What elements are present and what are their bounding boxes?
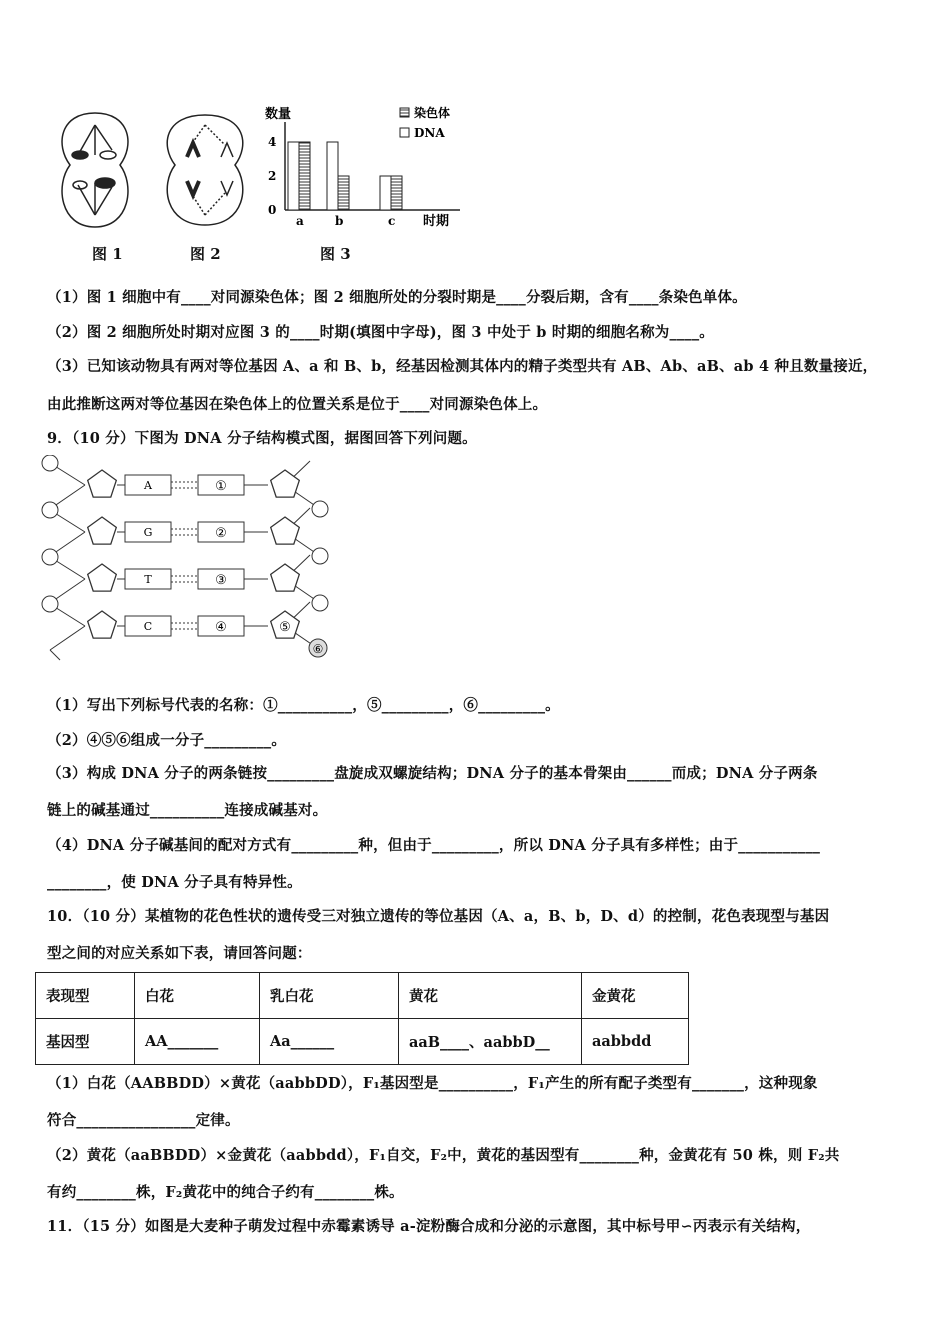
table-cell: aaB____、aabbD__	[399, 1019, 582, 1065]
phosphate-left	[42, 549, 58, 565]
cell-figure-2	[167, 115, 243, 225]
phosphate-left	[42, 596, 58, 612]
phosphate-right	[312, 501, 328, 517]
legend-swatch-chromosome	[400, 108, 409, 117]
bar-dna	[380, 176, 391, 210]
x-tick-label: c	[388, 214, 396, 228]
q10-part2-line1: （2）黄花（aaBBDD）×金黄花（aabbdd），F₁自交，F₂中，黄花的基因型有________种，金黄花有 50 株，则 F₂共	[47, 1147, 840, 1164]
phosphate-right	[312, 595, 328, 611]
figure-2-caption: 图 2	[190, 245, 221, 263]
q11-title: 11．（15 分）如图是大麦种子萌发过程中赤霉素诱导 a-淀粉酶合成和分泌的示意图，其中标号甲∽丙表示有关结构，	[47, 1218, 811, 1235]
base-right-label: ②	[215, 526, 227, 541]
q9-part4-line1: （4）DNA 分子碱基间的配对方式有_________种，但由于_________，所以 DNA 分子具有多样性；由于___________	[47, 837, 821, 854]
table-cell: 基因型	[36, 1019, 135, 1065]
x-tick-label: a	[296, 214, 304, 228]
y-tick-label: 4	[268, 135, 277, 149]
base-left-label: C	[143, 620, 153, 633]
x-axis-label: 时期	[423, 214, 450, 229]
base-left-label: T	[144, 573, 152, 586]
q9-part4-line2: ________，使 DNA 分子具有特异性。	[47, 874, 302, 891]
q9-part2: （2）④⑤⑥组成一分子_________。	[47, 732, 287, 749]
bar-dna	[327, 142, 338, 210]
deoxyribose-right	[271, 470, 300, 497]
table-cell: 表现型	[36, 973, 135, 1019]
base-right-label: ③	[215, 573, 227, 588]
y-tick-label: 2	[268, 169, 277, 183]
legend-dna: DNA	[414, 126, 445, 140]
deoxyribose-left	[88, 470, 117, 497]
q10-part1-line1: （1）白花（AABBDD）×黄花（aabbDD），F₁基因型是__________，F₁产生的所有配子类型有_______，这种现象	[47, 1075, 818, 1092]
deoxyribose-left	[88, 517, 117, 544]
q10-title-line2: 型之间的对应关系如下表，请回答问题：	[47, 945, 312, 962]
legend-chromosome: 染色体	[414, 106, 451, 120]
phosphate-left	[42, 502, 58, 518]
y-tick-label: 0	[268, 203, 277, 217]
base-left-label: G	[143, 526, 153, 539]
bar-chromosome	[299, 142, 310, 210]
base-right-label: ①	[215, 479, 227, 494]
table-row	[36, 1019, 689, 1065]
cell-figures	[50, 105, 260, 240]
label-5: ⑤	[279, 620, 291, 635]
bar-dna	[288, 142, 299, 210]
figure-1-caption: 图 1	[92, 245, 123, 263]
q8-part1: （1）图 1 细胞中有____对同源染色体；图 2 细胞所处的分裂时期是____分裂后期，含有____条染色单体。	[47, 289, 747, 306]
bar-chromosome	[391, 176, 402, 210]
deoxyribose-left	[88, 564, 117, 591]
deoxyribose-right	[271, 517, 300, 544]
dna-structure-diagram	[40, 455, 340, 665]
x-tick-label: b	[335, 214, 344, 228]
cell-figure-1	[62, 113, 128, 227]
backbone-bond	[50, 650, 60, 660]
q10-part2-line2: 有约________株，F₂黄花中的纯合子约有________株。	[47, 1184, 404, 1201]
figure-3-bar-chart	[260, 100, 470, 230]
y-axis-label: 数量	[265, 107, 292, 122]
q9-part3-line1: （3）构成 DNA 分子的两条链按_________盘旋成双螺旋结构；DNA 分子的基本骨架由______而成；DNA 分子两条	[47, 765, 818, 782]
bar-chromosome	[338, 176, 349, 210]
legend-swatch-dna	[400, 128, 409, 137]
q8-part3-line2: 由此推断这两对等位基因在染色体上的位置关系是位于____对同源染色体上。	[47, 396, 548, 413]
table-cell: Aa______	[260, 1019, 399, 1065]
figure-3-caption: 图 3	[320, 245, 351, 263]
base-left-label: A	[144, 479, 152, 492]
backbone-bond	[50, 626, 85, 650]
base-right-label: ④	[215, 620, 227, 635]
table-cell: 白花	[135, 973, 260, 1019]
label-6: ⑥	[312, 642, 324, 656]
table-row	[36, 973, 689, 1019]
table-cell: 乳白花	[260, 973, 399, 1019]
phosphate-left	[42, 455, 58, 471]
q10-title-line1: 10．（10 分）某植物的花色性状的遗传受三对独立遗传的等位基因（A、a，B、b，D、d）的控制，花色表现型与基因	[47, 908, 830, 925]
phenotype-genotype-table	[35, 972, 689, 1065]
q9-part3-line2: 链上的碱基通过__________连接成碱基对。	[47, 802, 328, 819]
q9-part1: （1）写出下列标号代表的名称：①__________，⑤_________，⑥_________。	[47, 697, 560, 714]
q9-title: 9．（10 分）下图为 DNA 分子结构模式图，据图回答下列问题。	[47, 430, 477, 447]
table-cell: aabbdd	[582, 1019, 689, 1065]
phosphate-right	[312, 548, 328, 564]
table-cell: 金黄花	[582, 973, 689, 1019]
deoxyribose-right	[271, 564, 300, 591]
deoxyribose-left	[88, 611, 117, 638]
table-cell: AA_______	[135, 1019, 260, 1065]
q8-part3-line1: （3）已知该动物具有两对等位基因 A、a 和 B、b，经基因检测其体内的精子类型共有 AB、Ab、aB、ab 4 种且数量接近，	[47, 358, 878, 375]
q8-part2: （2）图 2 细胞所处时期对应图 3 的____时期(填图中字母)，图 3 中处于 b 时期的细胞名称为____。	[47, 324, 714, 341]
table-cell: 黄花	[399, 973, 582, 1019]
q10-part1-line2: 符合________________定律。	[47, 1112, 240, 1129]
